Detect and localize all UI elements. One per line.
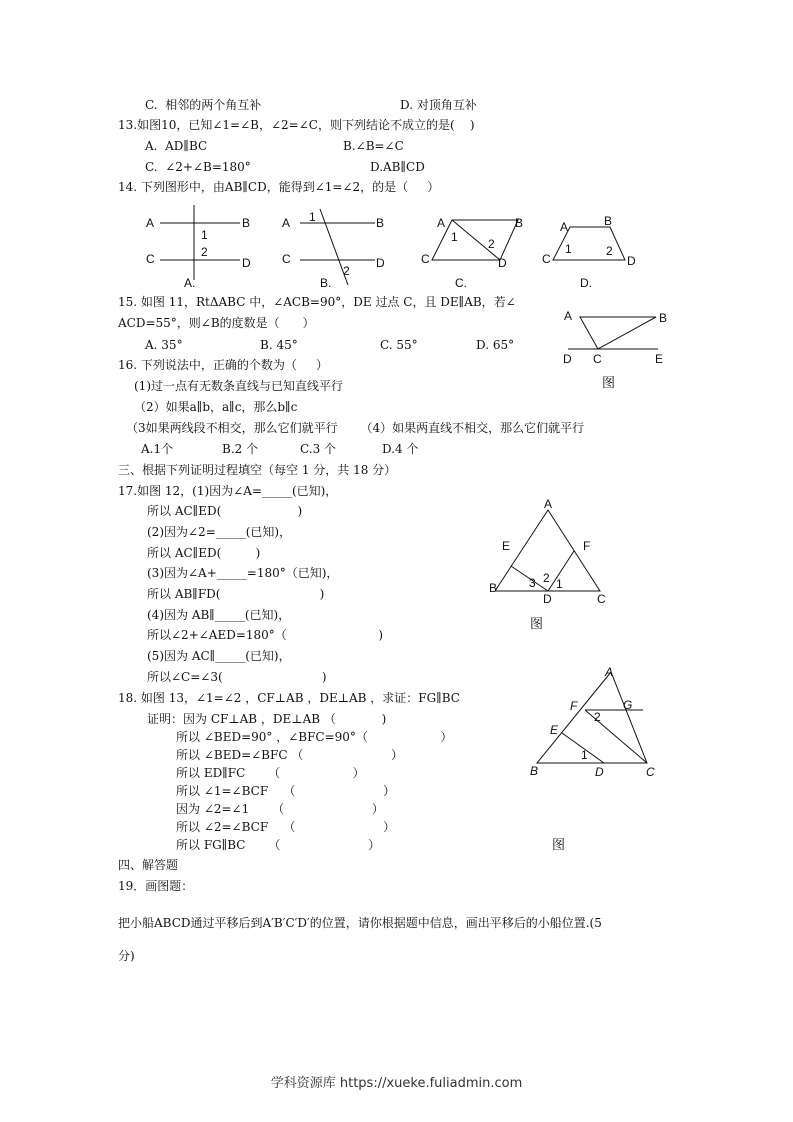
text-line: 三、根据下列证明过程填空（每空 1 分，共 18 分） bbox=[118, 463, 397, 477]
label-b: B bbox=[659, 311, 668, 325]
text-line: B.∠B=∠C bbox=[343, 139, 404, 153]
label-d: D bbox=[543, 592, 552, 606]
option-a-label: A. bbox=[184, 276, 196, 290]
angle-2-label: 2 bbox=[606, 244, 613, 258]
label-b: B bbox=[242, 216, 251, 230]
option-b-label: B. bbox=[320, 276, 332, 290]
q14-figure-d bbox=[540, 205, 660, 290]
angle-1-label: 1 bbox=[565, 242, 572, 256]
text-line: 所以∠C=∠3( ) bbox=[147, 670, 327, 684]
label-d: D bbox=[242, 256, 251, 270]
label-a: A bbox=[282, 216, 291, 230]
label-b: B bbox=[604, 214, 613, 228]
label-d: D bbox=[376, 256, 385, 270]
label-c: C bbox=[542, 252, 551, 266]
label-c: C bbox=[593, 352, 602, 366]
text-line: 所以 ED∥FC （ ） bbox=[176, 766, 365, 780]
q14-figure-a bbox=[140, 205, 260, 290]
label-c: C bbox=[646, 765, 655, 779]
label-d: D bbox=[595, 765, 604, 779]
figure-11 bbox=[560, 305, 680, 395]
angle-2-label: 2 bbox=[543, 571, 550, 585]
text-line: 所以 AC∥ED( ) bbox=[147, 546, 261, 560]
label-c: C bbox=[146, 252, 155, 266]
figure-caption: 图 bbox=[602, 376, 616, 391]
text-line: (1)过一点有无数条直线与已知直线平行 bbox=[134, 379, 343, 393]
label-g: G bbox=[623, 698, 633, 712]
label-a: A bbox=[437, 216, 446, 230]
text-line: D.AB∥CD bbox=[370, 160, 425, 174]
footer-source: 学科资源库 https://xueke.fuliadmin.com bbox=[270, 1076, 523, 1091]
label-d: D bbox=[627, 254, 636, 268]
text-line: (2)因为∠2=_____(已知)， bbox=[147, 525, 292, 539]
text-line: 所以 ∠2=∠BCF （ ） bbox=[176, 820, 396, 834]
option-c-label: C. bbox=[455, 276, 467, 290]
label-a: A bbox=[564, 309, 573, 323]
text-line: C. ∠2+∠B=180° bbox=[145, 160, 251, 174]
label-b: B bbox=[530, 764, 539, 778]
text-line: 所以 AB∥FD( ) bbox=[147, 587, 325, 601]
option-d-label: D. bbox=[580, 276, 592, 290]
text-line: (5)因为 AC∥_____(已知)， bbox=[147, 649, 291, 663]
text-line: 四、解答题 bbox=[118, 858, 179, 872]
label-d: D bbox=[498, 256, 507, 270]
label-e: E bbox=[502, 539, 511, 553]
text-line: C.3 个 bbox=[300, 442, 337, 456]
label-c: C bbox=[597, 592, 606, 606]
angle-1-label: 1 bbox=[581, 748, 588, 762]
label-c: C bbox=[282, 252, 291, 266]
label-d: D bbox=[563, 352, 572, 366]
text-line: B. 45° bbox=[260, 338, 298, 352]
angle-1-label: 1 bbox=[309, 210, 316, 224]
text-line: D.4 个 bbox=[382, 442, 419, 456]
figure-13 bbox=[525, 660, 675, 860]
text-line: 分) bbox=[118, 949, 135, 963]
text-line: （2）如果a∥b，a∥c，那么b∥c bbox=[134, 400, 298, 414]
text-line: 所以 ∠BED=90° ，∠BFC=90°（ ） bbox=[176, 730, 453, 744]
text-line: A. AD∥BC bbox=[145, 139, 208, 153]
text-line: 16. 下列说法中，正确的个数为（ ） bbox=[118, 358, 328, 372]
q14-figure-c bbox=[420, 205, 540, 290]
figure-caption: 图 bbox=[552, 838, 566, 853]
text-line: 所以 FG∥BC （ ） bbox=[176, 838, 381, 852]
text-line: 17.如图 12，(1)因为∠A=_____(已知)， bbox=[118, 484, 338, 498]
label-a: A bbox=[544, 497, 553, 511]
text-line: (3)因为∠A+_____=180°（已知)， bbox=[147, 566, 339, 580]
figure-12 bbox=[485, 495, 625, 635]
text-line: 所以∠2+∠AED=180°（ ) bbox=[147, 628, 384, 642]
text-line: 14. 下列图形中，由AB∥CD，能得到∠1=∠2，的是（ ） bbox=[118, 180, 440, 194]
text-line: C. 相邻的两个角互补 bbox=[145, 98, 262, 112]
text-line: B.2 个 bbox=[222, 442, 259, 456]
label-e: E bbox=[655, 352, 664, 366]
label-f: F bbox=[570, 699, 578, 713]
text-line: 因为 ∠2=∠1 （ ） bbox=[176, 802, 384, 816]
text-line: 把小船ABCD通过平移后到A′B′C′D′的位置，请你根据题中信息，画出平移后的小船位置.(5 bbox=[118, 916, 602, 930]
text-line: 所以 ∠BED=∠BFC （ ） bbox=[176, 748, 404, 762]
label-b: B bbox=[489, 581, 498, 595]
angle-1-label: 1 bbox=[201, 228, 208, 242]
label-a: A bbox=[605, 665, 614, 679]
label-f: F bbox=[583, 539, 591, 553]
angle-1-label: 1 bbox=[451, 230, 458, 244]
angle-2-label: 2 bbox=[488, 237, 495, 251]
label-b: B bbox=[515, 216, 524, 230]
label-a: A bbox=[146, 216, 155, 230]
text-line: 18. 如图 13，∠1=∠2 ，CF⊥AB ，DE⊥AB ，求证：FG∥BC bbox=[118, 691, 460, 705]
text-line: (4)因为 AB∥_____(已知)， bbox=[147, 608, 291, 622]
angle-2-label: 2 bbox=[343, 264, 350, 278]
text-line: 所以 ∠1=∠BCF （ ） bbox=[176, 784, 396, 798]
text-line: 19．画图题： bbox=[118, 879, 194, 893]
label-b: B bbox=[376, 216, 385, 230]
text-line: 15. 如图 11，RtΔABC 中，∠ACB=90°，DE 过点 C，且 DE∥AB，若∠ bbox=[118, 295, 516, 309]
text-line: ACD=55°，则∠B的度数是（ ） bbox=[118, 316, 315, 330]
text-line: A.1个 bbox=[141, 442, 174, 456]
text-line: （3如果两线段不相交，那么它们就平行 （4）如果两直线不相交，那么它们就平行 bbox=[126, 421, 585, 435]
figure-caption: 图 bbox=[530, 617, 544, 632]
text-line: A. 35° bbox=[145, 338, 183, 352]
text-line: D. 65° bbox=[476, 338, 515, 352]
label-a: A bbox=[560, 220, 569, 234]
angle-2-label: 2 bbox=[201, 245, 208, 259]
label-e: E bbox=[550, 723, 559, 737]
label-c: C bbox=[421, 252, 430, 266]
text-line: D. 对顶角互补 bbox=[400, 98, 477, 112]
q14-figure-b bbox=[280, 205, 400, 290]
angle-3-label: 3 bbox=[529, 576, 536, 590]
text-line: 13.如图10，已知∠1=∠B，∠2=∠C，则下列结论不成立的是( ) bbox=[118, 118, 475, 132]
angle-1-label: 1 bbox=[556, 577, 563, 591]
text-line: C. 55° bbox=[380, 338, 418, 352]
angle-2-label: 2 bbox=[594, 710, 601, 724]
text-line: 证明：因为 CF⊥AB ，DE⊥AB （ ) bbox=[147, 712, 387, 726]
text-line: 所以 AC∥ED( ) bbox=[147, 504, 303, 518]
